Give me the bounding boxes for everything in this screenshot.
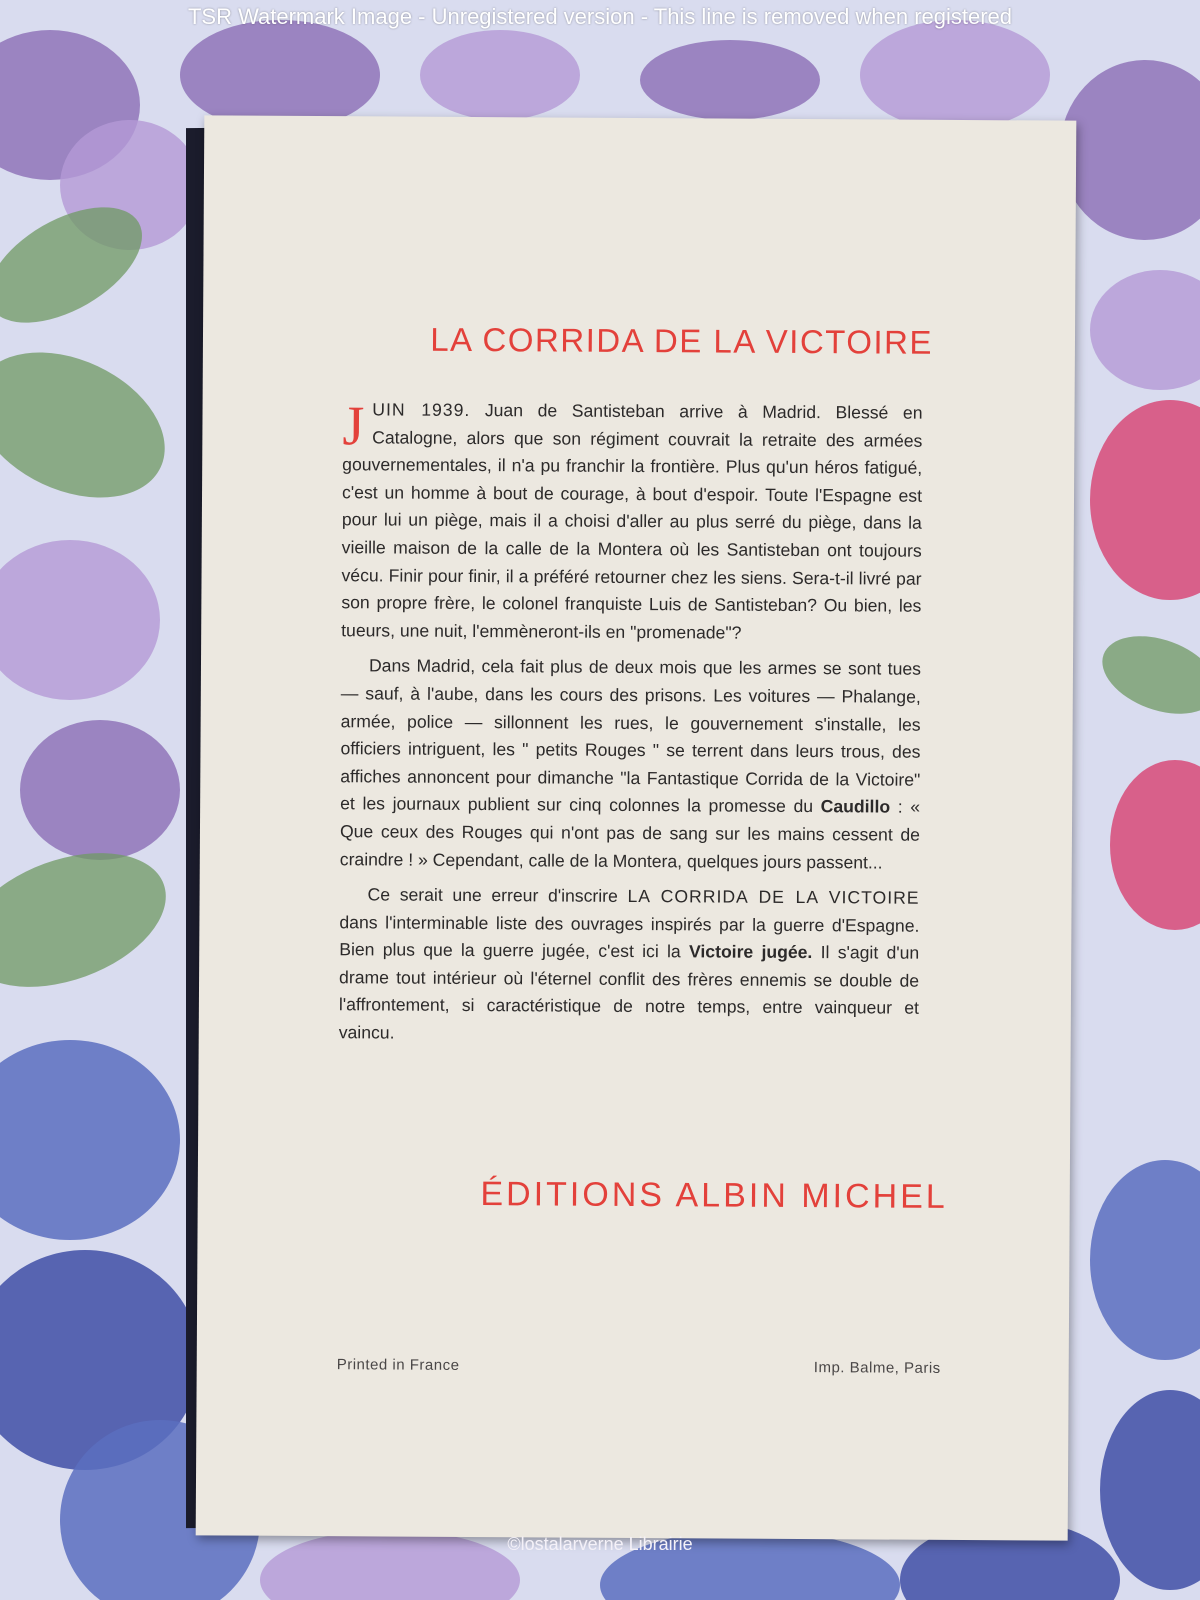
printed-in-france: Printed in France	[336, 1356, 460, 1374]
printer-credit: Imp. Balme, Paris	[813, 1359, 941, 1377]
blurb-text	[339, 396, 923, 1058]
blurb-paragraph-1: JUIN 1939. Juan de Santisteban arrive à Madrid. Blessé en Catalogne, alors que son régiment couvrait la retraite des armées gouvernementales, il n'a pu franchir la frontière. Plus qu'un héros fatigué, c'est un homme à bout de courage, à bout d'espoir. Toute l'Espagne est pour lui un piège, mais il a choisi d'aller au plus serré du piège, dans la vieille maison de la calle de la Montera où les Santisteban ont toujours vécu. Finir pour finir, il a préféré retourner chez les siens. Sera-t-il livré par son propre frère, le colonel franquiste Luis de Santisteban? Ou bien, les tueurs, une nuit, l'emmèneront-ils en "promenade"?	[341, 395, 923, 643]
blurb-paragraph-2: Dans Madrid, cela fait plus de deux mois que les armes se sont tues — sauf, à l'aube, dans les cours des prisons. Les voitures — Phalange, armée, police — sillonnent les rues, le gouvernement s'installe, les officiers intriguent, les " petits Rouges " se terrent dans leurs trous, des affiches annoncent pour dimanche "la Fantastique Corrida de la Victoire" et les journaux publient sur cinq colonnes la promesse du Caudillo : « Que ceux des Rouges qui n'ont pas de sang sur les mains cessent de craindre ! » Cependant, calle de la Montera, quelques jours passent...	[339, 655, 922, 873]
drop-cap: J	[342, 395, 365, 458]
copyright-watermark: ©lostalarverne Librairie	[507, 1534, 693, 1554]
book-title: LA CORRIDA DE LA VICTOIRE	[430, 320, 934, 361]
book-back-cover	[196, 115, 1077, 1540]
blurb-paragraph-3: Ce serait une erreur d'inscrire LA CORRIDA DE LA VICTOIRE dans l'interminable liste des ouvrages inspirés par la guerre d'Espagne. Bien plus que la guerre jugée, c'est ici la Victoire jugée. Il s'agit d'un drame tout intérieur où l'éternel conflit des frères ennemis se double de l'affrontement, si caractéristique de notre temps, entre vainqueur et vaincu.	[338, 884, 920, 1043]
watermark-text: TSR Watermark Image - Unregistered version - This line is removed when registered	[187, 4, 1013, 29]
publisher-name: ÉDITIONS ALBIN MICHEL	[480, 1175, 948, 1216]
